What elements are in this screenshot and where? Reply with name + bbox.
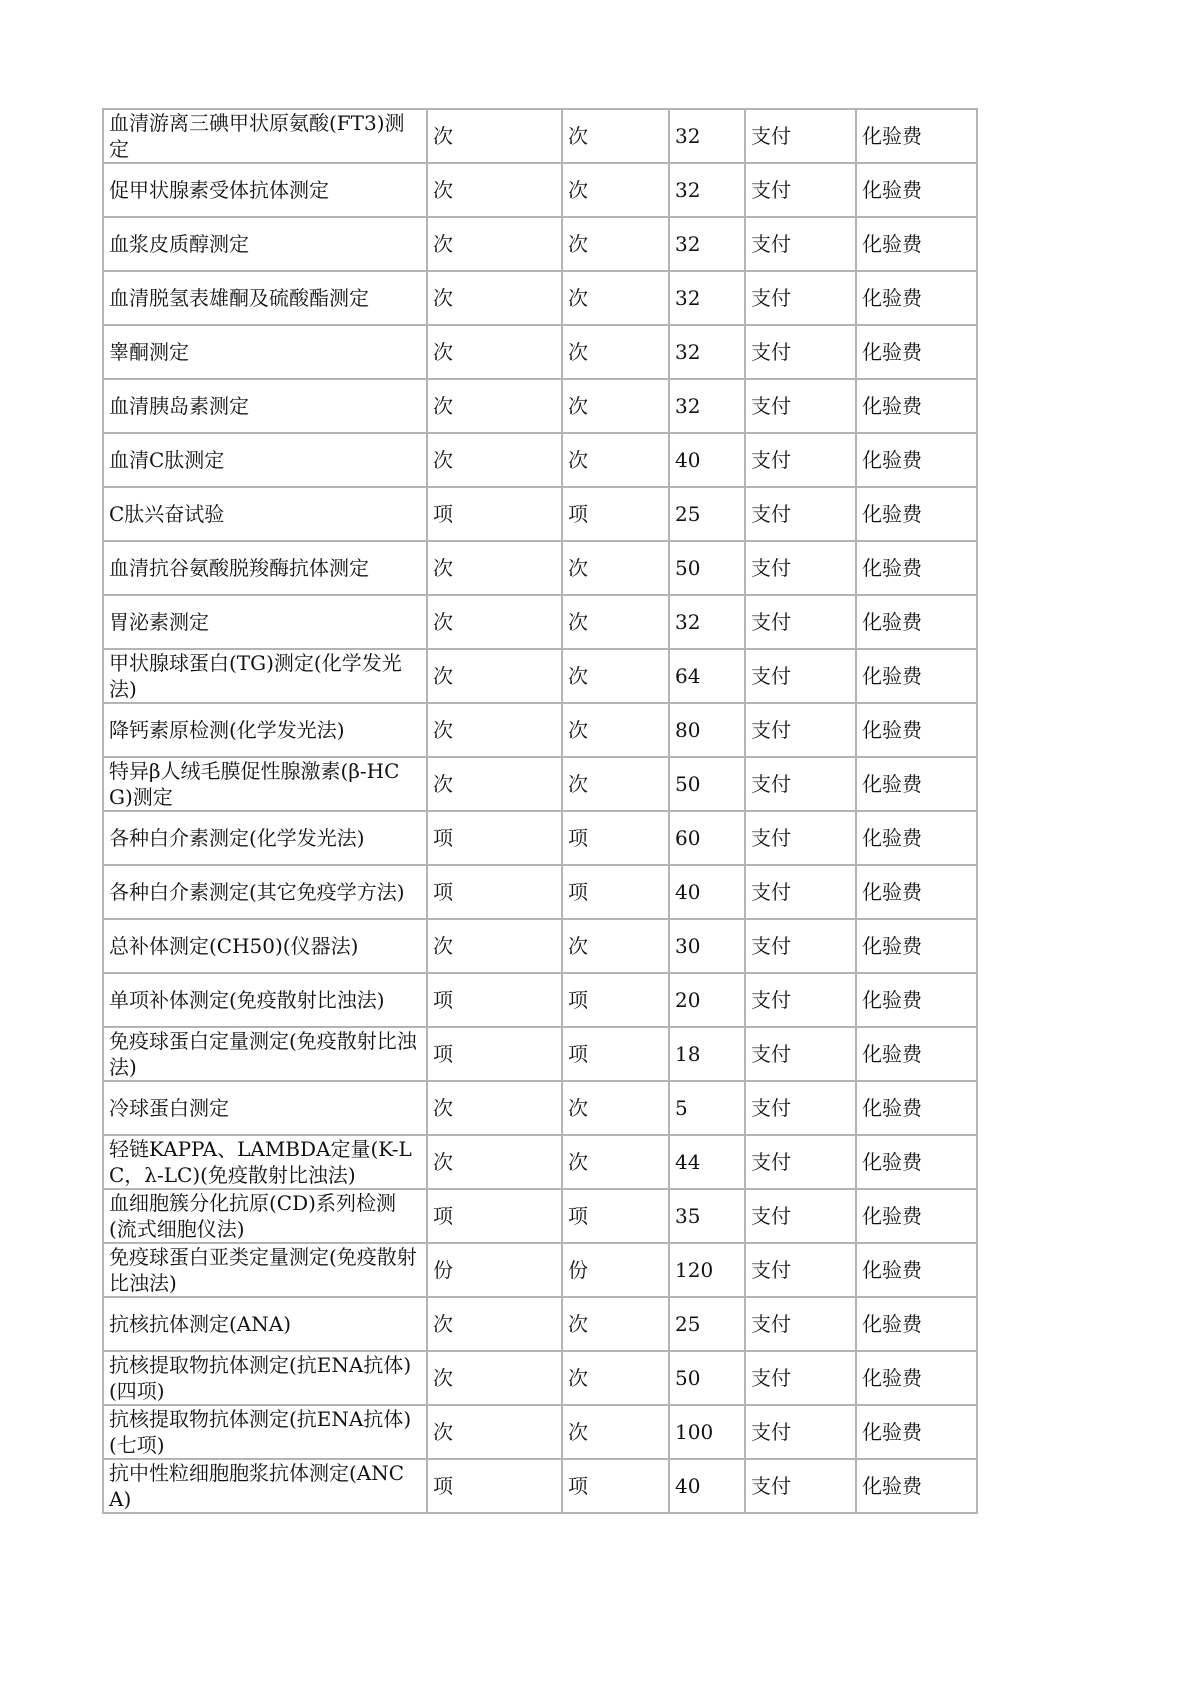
fee-category-cell: 化验费 [856, 1027, 977, 1081]
unit-cell: 次 [427, 541, 562, 595]
price-cell: 5 [669, 1081, 745, 1135]
billing-unit-cell: 次 [562, 703, 669, 757]
fee-table [102, 108, 978, 1514]
unit-cell: 项 [427, 865, 562, 919]
payment-type-cell: 支付 [745, 109, 856, 163]
payment-type-cell: 支付 [745, 1135, 856, 1189]
table-row [103, 1027, 977, 1081]
item-name-cell: 血清抗谷氨酸脱羧酶抗体测定 [103, 541, 427, 595]
price-cell: 35 [669, 1189, 745, 1243]
unit-cell: 项 [427, 487, 562, 541]
unit-cell: 次 [427, 595, 562, 649]
item-name-cell: 特异β人绒毛膜促性腺激素(β-HCG)测定 [103, 757, 427, 811]
table-row [103, 325, 977, 379]
unit-cell: 次 [427, 433, 562, 487]
price-cell: 30 [669, 919, 745, 973]
unit-cell: 项 [427, 1459, 562, 1513]
billing-unit-cell: 次 [562, 163, 669, 217]
fee-category-cell: 化验费 [856, 757, 977, 811]
item-name-cell: 免疫球蛋白定量测定(免疫散射比浊法) [103, 1027, 427, 1081]
table-row [103, 1243, 977, 1297]
unit-cell: 次 [427, 217, 562, 271]
fee-category-cell: 化验费 [856, 1459, 977, 1513]
payment-type-cell: 支付 [745, 649, 856, 703]
table-row [103, 649, 977, 703]
fee-category-cell: 化验费 [856, 325, 977, 379]
payment-type-cell: 支付 [745, 1351, 856, 1405]
price-cell: 60 [669, 811, 745, 865]
price-cell: 40 [669, 1459, 745, 1513]
item-name-cell: 血浆皮质醇测定 [103, 217, 427, 271]
unit-cell: 项 [427, 1189, 562, 1243]
payment-type-cell: 支付 [745, 811, 856, 865]
item-name-cell: 血清胰岛素测定 [103, 379, 427, 433]
price-cell: 120 [669, 1243, 745, 1297]
unit-cell: 次 [427, 1351, 562, 1405]
billing-unit-cell: 次 [562, 919, 669, 973]
item-name-cell: 促甲状腺素受体抗体测定 [103, 163, 427, 217]
table-row [103, 163, 977, 217]
payment-type-cell: 支付 [745, 379, 856, 433]
item-name-cell: 抗核提取物抗体测定(抗ENA抗体)(四项) [103, 1351, 427, 1405]
item-name-cell: 睾酮测定 [103, 325, 427, 379]
table-row [103, 973, 977, 1027]
table-row [103, 1297, 977, 1351]
fee-category-cell: 化验费 [856, 271, 977, 325]
billing-unit-cell: 次 [562, 271, 669, 325]
payment-type-cell: 支付 [745, 433, 856, 487]
table-row [103, 487, 977, 541]
billing-unit-cell: 次 [562, 1351, 669, 1405]
payment-type-cell: 支付 [745, 163, 856, 217]
unit-cell: 次 [427, 1081, 562, 1135]
billing-unit-cell: 次 [562, 109, 669, 163]
item-name-cell: 总补体测定(CH50)(仪器法) [103, 919, 427, 973]
unit-cell: 次 [427, 1297, 562, 1351]
fee-category-cell: 化验费 [856, 379, 977, 433]
payment-type-cell: 支付 [745, 325, 856, 379]
unit-cell: 次 [427, 649, 562, 703]
payment-type-cell: 支付 [745, 1189, 856, 1243]
table-row [103, 1351, 977, 1405]
payment-type-cell: 支付 [745, 1297, 856, 1351]
payment-type-cell: 支付 [745, 1405, 856, 1459]
price-cell: 100 [669, 1405, 745, 1459]
billing-unit-cell: 项 [562, 1459, 669, 1513]
price-cell: 64 [669, 649, 745, 703]
item-name-cell: 冷球蛋白测定 [103, 1081, 427, 1135]
item-name-cell: C肽兴奋试验 [103, 487, 427, 541]
unit-cell: 次 [427, 271, 562, 325]
price-cell: 32 [669, 163, 745, 217]
item-name-cell: 抗中性粒细胞胞浆抗体测定(ANCA) [103, 1459, 427, 1513]
table-row [103, 757, 977, 811]
fee-category-cell: 化验费 [856, 487, 977, 541]
payment-type-cell: 支付 [745, 865, 856, 919]
fee-category-cell: 化验费 [856, 163, 977, 217]
price-cell: 50 [669, 541, 745, 595]
billing-unit-cell: 次 [562, 1297, 669, 1351]
billing-unit-cell: 项 [562, 973, 669, 1027]
fee-category-cell: 化验费 [856, 1243, 977, 1297]
fee-category-cell: 化验费 [856, 919, 977, 973]
fee-category-cell: 化验费 [856, 865, 977, 919]
fee-category-cell: 化验费 [856, 541, 977, 595]
item-name-cell: 各种白介素测定(其它免疫学方法) [103, 865, 427, 919]
billing-unit-cell: 项 [562, 1189, 669, 1243]
price-cell: 32 [669, 271, 745, 325]
unit-cell: 项 [427, 811, 562, 865]
table-row [103, 1081, 977, 1135]
unit-cell: 项 [427, 1027, 562, 1081]
billing-unit-cell: 次 [562, 1081, 669, 1135]
table-row [103, 379, 977, 433]
payment-type-cell: 支付 [745, 973, 856, 1027]
price-cell: 20 [669, 973, 745, 1027]
unit-cell: 次 [427, 325, 562, 379]
billing-unit-cell: 次 [562, 1135, 669, 1189]
price-cell: 32 [669, 325, 745, 379]
fee-category-cell: 化验费 [856, 1135, 977, 1189]
fee-category-cell: 化验费 [856, 811, 977, 865]
unit-cell: 次 [427, 109, 562, 163]
fee-category-cell: 化验费 [856, 433, 977, 487]
item-name-cell: 血清游离三碘甲状原氨酸(FT3)测定 [103, 109, 427, 163]
fee-category-cell: 化验费 [856, 595, 977, 649]
payment-type-cell: 支付 [745, 1081, 856, 1135]
billing-unit-cell: 次 [562, 433, 669, 487]
item-name-cell: 胃泌素测定 [103, 595, 427, 649]
payment-type-cell: 支付 [745, 487, 856, 541]
billing-unit-cell: 次 [562, 379, 669, 433]
unit-cell: 次 [427, 757, 562, 811]
table-row [103, 1135, 977, 1189]
price-cell: 25 [669, 1297, 745, 1351]
table-row [103, 1189, 977, 1243]
price-cell: 50 [669, 1351, 745, 1405]
table-row [103, 865, 977, 919]
billing-unit-cell: 次 [562, 757, 669, 811]
item-name-cell: 血清C肽测定 [103, 433, 427, 487]
item-name-cell: 血细胞簇分化抗原(CD)系列检测(流式细胞仪法) [103, 1189, 427, 1243]
billing-unit-cell: 份 [562, 1243, 669, 1297]
price-cell: 40 [669, 433, 745, 487]
table-row [103, 109, 977, 163]
price-cell: 32 [669, 595, 745, 649]
payment-type-cell: 支付 [745, 595, 856, 649]
table-row [103, 433, 977, 487]
fee-category-cell: 化验费 [856, 649, 977, 703]
payment-type-cell: 支付 [745, 217, 856, 271]
table-row [103, 217, 977, 271]
payment-type-cell: 支付 [745, 1459, 856, 1513]
price-cell: 80 [669, 703, 745, 757]
fee-category-cell: 化验费 [856, 109, 977, 163]
item-name-cell: 抗核抗体测定(ANA) [103, 1297, 427, 1351]
table-row [103, 811, 977, 865]
fee-category-cell: 化验费 [856, 1351, 977, 1405]
table-row [103, 1459, 977, 1513]
unit-cell: 次 [427, 703, 562, 757]
unit-cell: 次 [427, 1135, 562, 1189]
table-row [103, 703, 977, 757]
fee-category-cell: 化验费 [856, 973, 977, 1027]
unit-cell: 次 [427, 163, 562, 217]
billing-unit-cell: 项 [562, 811, 669, 865]
payment-type-cell: 支付 [745, 271, 856, 325]
billing-unit-cell: 次 [562, 1405, 669, 1459]
item-name-cell: 血清脱氢表雄酮及硫酸酯测定 [103, 271, 427, 325]
billing-unit-cell: 次 [562, 325, 669, 379]
price-cell: 44 [669, 1135, 745, 1189]
billing-unit-cell: 次 [562, 541, 669, 595]
unit-cell: 项 [427, 973, 562, 1027]
table-row [103, 271, 977, 325]
billing-unit-cell: 项 [562, 865, 669, 919]
payment-type-cell: 支付 [745, 757, 856, 811]
price-cell: 32 [669, 379, 745, 433]
billing-unit-cell: 次 [562, 217, 669, 271]
price-cell: 40 [669, 865, 745, 919]
item-name-cell: 抗核提取物抗体测定(抗ENA抗体)(七项) [103, 1405, 427, 1459]
payment-type-cell: 支付 [745, 919, 856, 973]
fee-category-cell: 化验费 [856, 703, 977, 757]
item-name-cell: 单项补体测定(免疫散射比浊法) [103, 973, 427, 1027]
table-row [103, 541, 977, 595]
billing-unit-cell: 次 [562, 649, 669, 703]
fee-category-cell: 化验费 [856, 1189, 977, 1243]
payment-type-cell: 支付 [745, 1243, 856, 1297]
unit-cell: 份 [427, 1243, 562, 1297]
table-row [103, 919, 977, 973]
item-name-cell: 各种白介素测定(化学发光法) [103, 811, 427, 865]
price-cell: 32 [669, 217, 745, 271]
fee-category-cell: 化验费 [856, 217, 977, 271]
fee-table-body [103, 109, 977, 1513]
billing-unit-cell: 次 [562, 595, 669, 649]
billing-unit-cell: 项 [562, 1027, 669, 1081]
unit-cell: 次 [427, 919, 562, 973]
price-cell: 32 [669, 109, 745, 163]
fee-category-cell: 化验费 [856, 1297, 977, 1351]
fee-category-cell: 化验费 [856, 1081, 977, 1135]
price-cell: 50 [669, 757, 745, 811]
unit-cell: 次 [427, 1405, 562, 1459]
table-row [103, 1405, 977, 1459]
price-cell: 25 [669, 487, 745, 541]
item-name-cell: 免疫球蛋白亚类定量测定(免疫散射比浊法) [103, 1243, 427, 1297]
payment-type-cell: 支付 [745, 1027, 856, 1081]
billing-unit-cell: 项 [562, 487, 669, 541]
fee-category-cell: 化验费 [856, 1405, 977, 1459]
table-row [103, 595, 977, 649]
unit-cell: 次 [427, 379, 562, 433]
payment-type-cell: 支付 [745, 703, 856, 757]
item-name-cell: 轻链KAPPA、LAMBDA定量(K-LC，λ-LC)(免疫散射比浊法) [103, 1135, 427, 1189]
item-name-cell: 甲状腺球蛋白(TG)测定(化学发光法) [103, 649, 427, 703]
payment-type-cell: 支付 [745, 541, 856, 595]
item-name-cell: 降钙素原检测(化学发光法) [103, 703, 427, 757]
price-cell: 18 [669, 1027, 745, 1081]
